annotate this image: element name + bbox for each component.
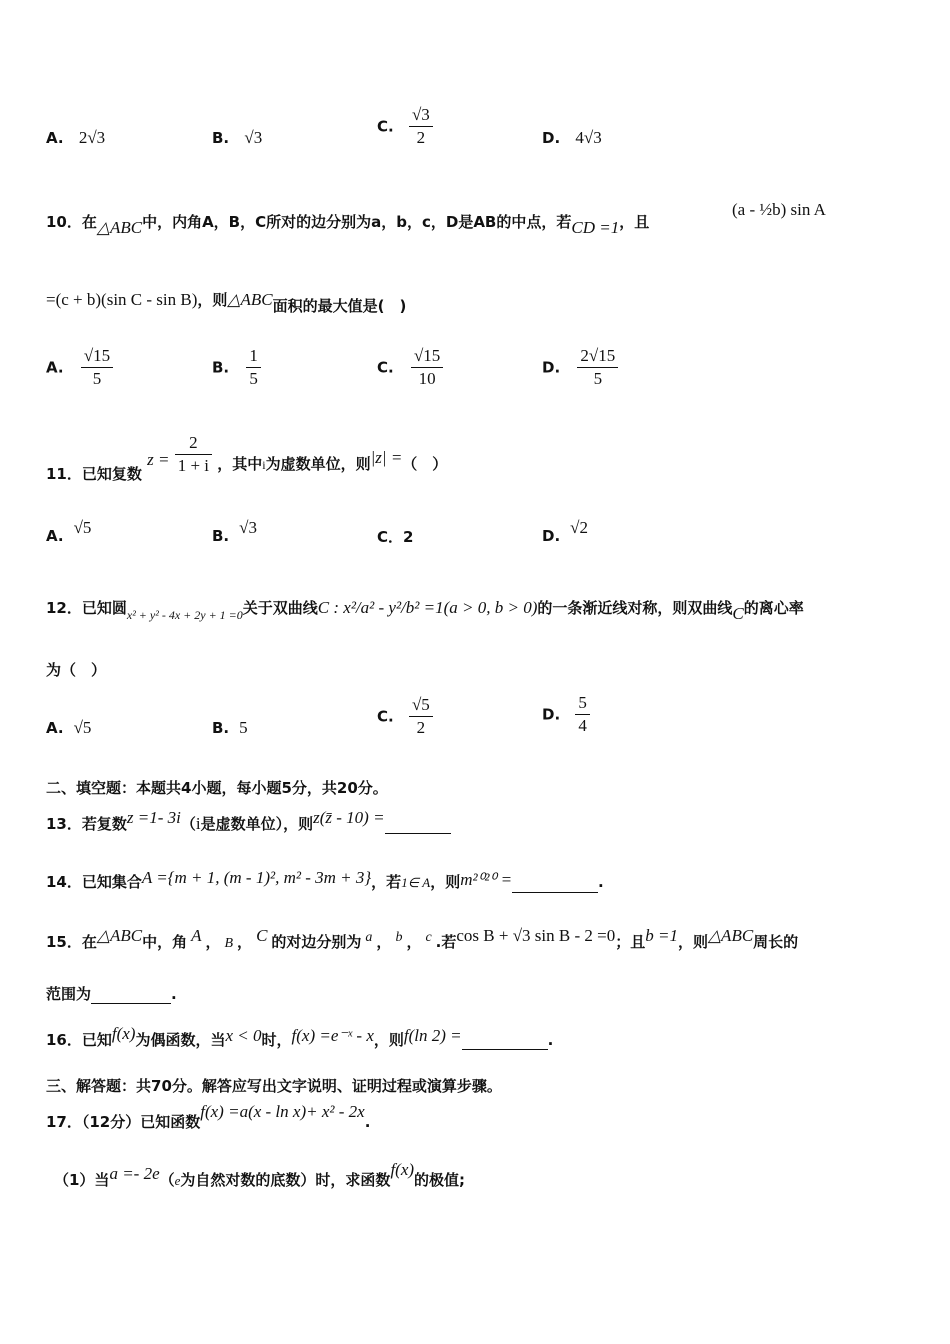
q16-stem: 16．已知f(x)为偶函数，当x < 0时，f(x) =e⁻ˣ - x，则f(ln 2) = .	[46, 1024, 554, 1049]
q11-option-a: A. √5	[46, 518, 92, 545]
q11-fraction: $\frac{2}{1 + i}$	[175, 432, 212, 477]
q12-circle: x² + y² - 4x + 2y + 1 =0	[126, 608, 243, 622]
q9-option-c: C. $\frac{√3}{2}$	[377, 104, 433, 149]
q10-expr2: =(c + b)(sin C - sin B)	[46, 290, 198, 309]
section3-heading: 三、解答题：共70分。解答应写出文字说明、证明过程或演算步骤。	[46, 1077, 502, 1095]
q9-d-value: 4√3	[575, 128, 602, 147]
q12-option-b: B. 5	[212, 718, 248, 737]
q11-option-d: D. √2	[542, 518, 588, 545]
q17-part1: （1）当a =- 2e（e为自然对数的底数）时，求函数f(x)的极值;	[54, 1160, 466, 1189]
q9-option-d: D. 4√3	[542, 128, 602, 147]
q13-stem: 13．若复数z =1- 3i（i是虚数单位），则z(z̄ - 10) =	[46, 814, 451, 834]
section2-heading: 二、填空题：本题共4小题，每小题5分，共20分。	[46, 779, 388, 797]
q10-a-fraction: $\frac{√15}{5}$	[81, 345, 113, 390]
q16-answer-blank[interactable]	[462, 1049, 548, 1050]
q12-option-d: D. $\frac{5}{4}$	[542, 692, 590, 737]
q15-answer-blank[interactable]	[91, 1003, 171, 1004]
q10-option-c: C. $\frac{√15}{10}$	[377, 345, 443, 390]
q9-a-value: 2√3	[78, 128, 106, 147]
q10-option-d: D. $\frac{2√15}{5}$	[542, 345, 618, 390]
q10-stem-line2: =(c + b)(sin C - sin B)，则△ABC面积的最大值是( )	[46, 290, 407, 315]
q10-expr1: (a - ½b) sin A	[732, 200, 826, 219]
q10-b-fraction: $\frac{1}{5}$	[246, 345, 261, 390]
q10-triangle: △ABC	[96, 218, 143, 237]
q14-answer-blank[interactable]	[512, 892, 598, 893]
q9-b-value: √3	[244, 128, 263, 147]
q9-option-a: A. 2√3	[46, 128, 106, 147]
q10-d-fraction: $\frac{2√15}{5}$	[577, 345, 618, 390]
q9-option-b: B. √3	[212, 128, 263, 147]
q12-option-a: A. √5	[46, 718, 92, 737]
q12-option-c: C. $\frac{√5}{2}$	[377, 694, 433, 739]
q15-stem-line1: 15．在△ABC中，角 A ， B ， C 的对边分别为 a ， b ， c .若cos B + √3 sin B - 2 =0；且b =1，则△ABC周长的	[46, 926, 799, 951]
q10-option-a: A. $\frac{√15}{5}$	[46, 345, 113, 390]
q10-c-fraction: $\frac{√15}{10}$	[411, 345, 443, 390]
q13-answer-blank[interactable]	[385, 833, 451, 834]
q12-d-fraction: $\frac{5}{4}$	[575, 692, 590, 737]
q11-option-b: B. √3	[212, 518, 257, 545]
q12-c-fraction: $\frac{√5}{2}$	[409, 694, 433, 739]
q12-stem-line1: 12．已知圆$_{x^2 + y^2 - 4x + 2y + 1 =0}$关于双曲线C : x²/a² - y²/b² =1(a > 0, b > 0)的一条渐近线对称，则双曲线C的离心率	[46, 598, 804, 623]
q15-stem-line2: 范围为 .	[46, 985, 177, 1003]
q9-c-fraction: $\frac{√3}{2}$	[409, 104, 433, 149]
q10-option-b: B. $\frac{1}{5}$	[212, 345, 261, 390]
q12-stem-line2: 为（ ）	[46, 661, 107, 679]
q17-stem: 17．（12分）已知函数f(x) =a(x - ln x)+ x² - 2x.	[46, 1102, 371, 1131]
q10-cd: CD =1	[571, 218, 620, 237]
q12-hyperbola: C : x²/a² - y²/b² =1(a > 0, b > 0)	[317, 598, 538, 617]
q11-option-c: C．2	[377, 528, 414, 546]
q10-stem-line1: 10．在△ABC中，内角A，B，C所对的边分别为a，b，c，D是AB的中点，若CD =1，且	[46, 213, 650, 237]
q14-stem: 14．已知集合A ={m + 1, (m - 1)², m² - 3m + 3}，若1∈ A，则m²⁰²⁰ = .	[46, 868, 604, 891]
q11-stem: 11．已知复数 z = $\frac{2}{1 + i}$ ，其中$_i$为虚数单位，则|z| =（ ）	[46, 433, 448, 483]
